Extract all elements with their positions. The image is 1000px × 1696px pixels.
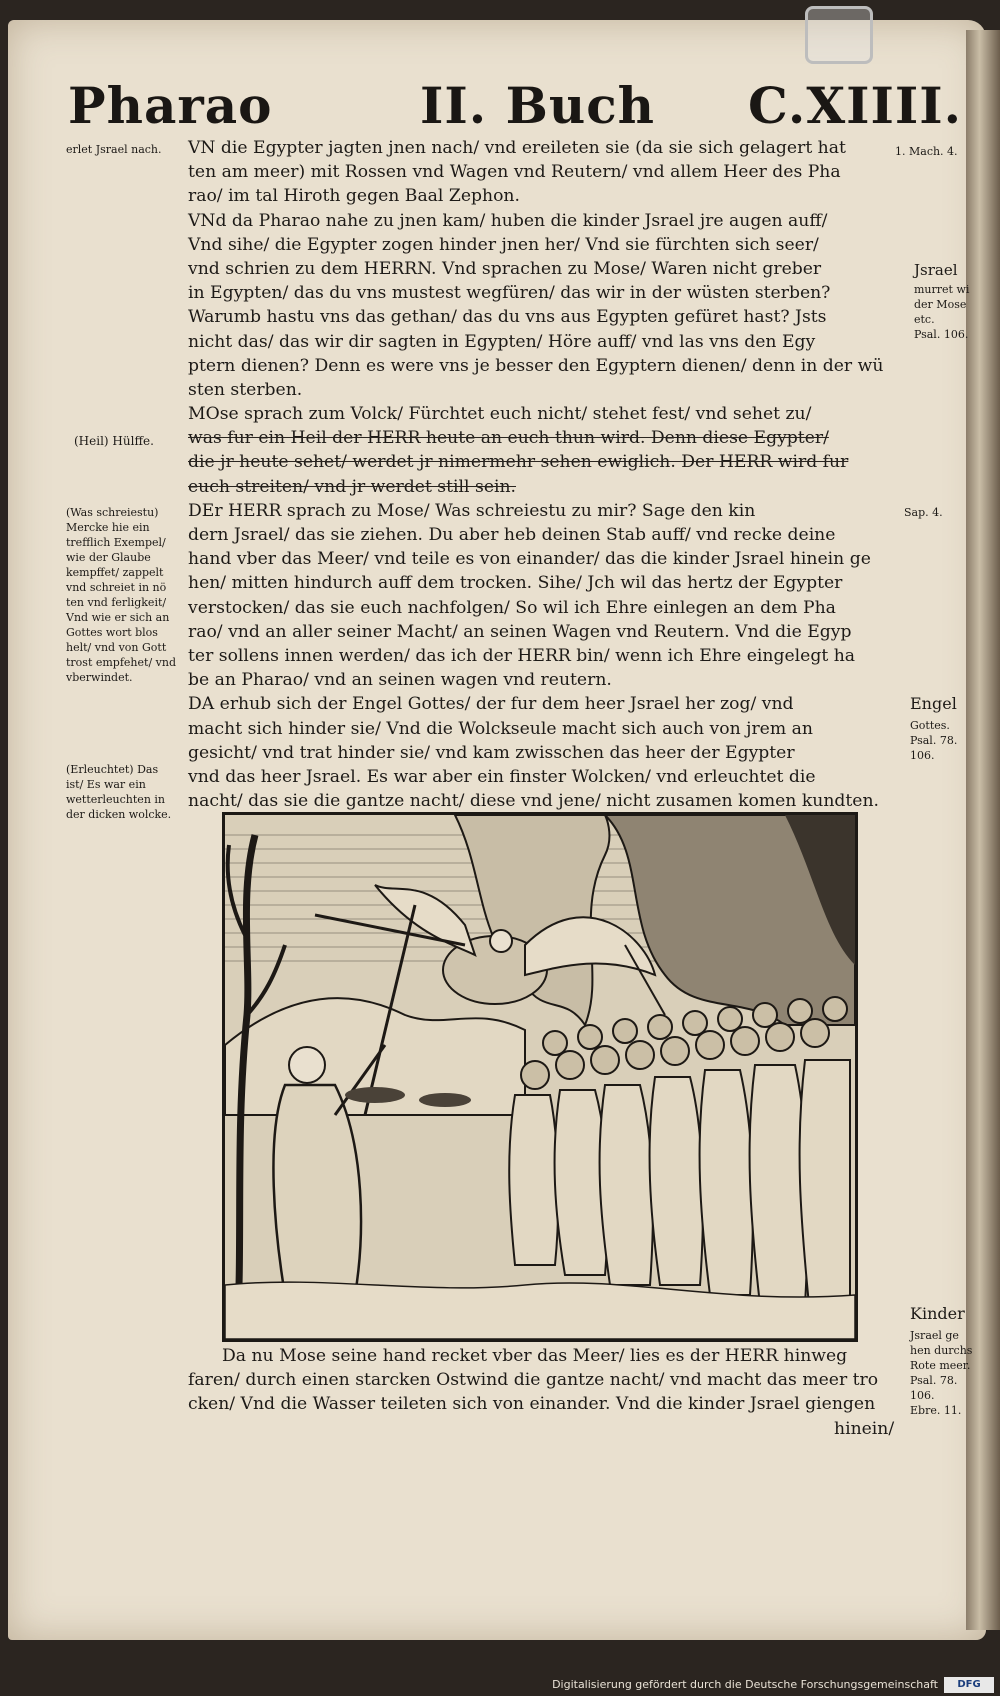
digitization-credit: Digitalisierung gefördert durch die Deutsche Forschungsgemeinschaft	[552, 1678, 938, 1691]
margin-note-right-5: Kinder Jsrael ge hen durchs Rote meer. Psal. 78. 106. Ebre. 11.	[910, 1304, 973, 1417]
woodcut-drawing	[225, 815, 855, 1339]
margin-note-left-4: (Erleuchtet) Das ist/ Es war ein wetterleuchten in der dicken wolcke.	[66, 763, 172, 821]
dfg-logo: DFG	[944, 1677, 994, 1693]
folio-number: C.XIIII.	[748, 76, 963, 135]
margin-note-right-4: Engel Gottes. Psal. 78. 106.	[910, 694, 958, 762]
text-line: macht sich hinder sie/ Vnd die Wolckseule macht sich auch von jrem an	[188, 718, 813, 739]
text-line: gesicht/ vnd trat hinder sie/ vnd kam zwisschen das heer der Egypter	[188, 742, 795, 763]
text-line: be an Pharao/ vnd an seinen wagen vnd reutern.	[188, 670, 612, 691]
text-line: ter sollens innen werden/ das ich der HERR bin/ wenn ich Ehre eingelegt ha	[188, 645, 856, 666]
margin-note-right-3: Sap. 4.	[904, 506, 943, 519]
running-head-center: II. Buch	[420, 76, 656, 135]
text-line: ptern dienen? Denn es were vns je besser den Egyptern dienen/ denn in der wü	[188, 355, 884, 376]
text-line: ten am meer) mit Rossen vnd Wagen vnd Reutern/ vnd allem Heer des Pha	[188, 162, 841, 183]
woodcut-illustration	[222, 812, 858, 1342]
text-line: MOse sprach zum Volck/ Fürchtet euch nicht/ stehet fest/ vnd sehet zu/	[188, 404, 812, 425]
paper-clip-overlay	[805, 6, 873, 64]
text-line: in Egypten/ das du vns mustest wegfüren/ das wir in der wüsten sterben?	[188, 283, 831, 304]
margin-note-left-1: erlet Jsrael nach.	[66, 143, 162, 156]
running-head-left: Pharao	[68, 76, 273, 135]
text-line: cken/ Vnd die Wasser teileten sich von einander. Vnd die kinder Jsrael giengen	[188, 1394, 876, 1415]
text-line: rao/ vnd an aller seiner Macht/ an seinen Wagen vnd Reutern. Vnd die Egyp	[188, 621, 852, 642]
text-line: hen/ mitten hindurch auff dem trocken. Sihe/ Jch wil das hertz der Egypter	[188, 573, 843, 594]
text-line: nacht/ das sie die gantze nacht/ diese vnd jene/ nicht zusamen komen kundten.	[188, 791, 880, 812]
text-line: Warumb hastu vns das gethan/ das du vns aus Egypten gefüret hast? Jsts	[188, 307, 827, 328]
text-line: DEr HERR sprach zu Mose/ Was schreiestu zu mir? Sage den kin	[188, 500, 756, 521]
margin-note-left-3: (Was schreiestu) Mercke hie ein trefflich Exempel/ wie der Glaube kempffet/ zappelt vnd schreiet in nö ten vnd ferligkeit/ Vnd wie er sich an Gottes wort blos helt/ vnd von Gott trost empfehet/ vnd vberwindet.	[66, 506, 176, 684]
text-line: Da nu Mose seine hand recket vber das Meer/ lies es der HERR hinweg	[222, 1346, 848, 1366]
text-line: VNd da Pharao nahe zu jnen kam/ huben die kinder Jsrael jre augen auff/	[188, 210, 828, 231]
text-line: nicht das/ das wir dir sagten in Egypten/ Höre auff/ vnd las vns den Egy	[188, 331, 816, 352]
text-line: dern Jsrael/ das sie ziehen. Du aber heb deinen Stab auff/ vnd recke deine	[188, 525, 836, 545]
text-line: VN die Egypter jagten jnen nach/ vnd ereileten sie (da sie sich gelagert hat	[188, 138, 846, 158]
margin-note-right-1: 1. Mach. 4.	[895, 145, 958, 158]
text-line: vnd schrien zu dem HERRN. Vnd sprachen zu Mose/ Waren nicht greber	[188, 258, 822, 279]
text-line: faren/ durch einen starcken Ostwind die gantze nacht/ vnd macht das meer tro	[188, 1370, 879, 1391]
text-line: DA erhub sich der Engel Gottes/ der fur dem heer Jsrael her zog/ vnd	[188, 694, 794, 715]
text-line: hand vber das Meer/ vnd teile es von einander/ das die kinder Jsrael hinein ge	[188, 549, 871, 570]
bottom-text-block	[188, 1344, 895, 1441]
main-text-block	[188, 136, 883, 813]
text-line: Vnd sihe/ die Egypter zogen hinder jnen her/ Vnd sie fürchten sich seer/	[188, 234, 819, 255]
text-line: verstocken/ das sie euch nachfolgen/ So wil ich Ehre einlegen an dem Pha	[188, 597, 836, 618]
margin-note-left-2: (Heil) Hülffe.	[74, 434, 154, 448]
text-line: vnd das heer Jsrael. Es war aber ein finster Wolcken/ vnd erleuchtet die	[188, 766, 816, 787]
text-line: rao/ im tal Hiroth gegen Baal Zephon.	[188, 186, 520, 207]
text-line: was fur ein Heil der HERR heute an euch thun wird. Denn diese Egypter/	[188, 428, 829, 449]
text-line: euch streiten/ vnd jr werdet still sein.	[188, 476, 517, 497]
text-line: sten sterben.	[188, 379, 303, 400]
margin-note-right-2: Jsrael murret wi der Mose etc. Psal. 106.	[914, 261, 970, 341]
text-line: hinein/	[834, 1418, 895, 1439]
text-line: die jr heute sehet/ werdet jr nimermehr sehen ewiglich. Der HERR wird fur	[188, 452, 849, 473]
